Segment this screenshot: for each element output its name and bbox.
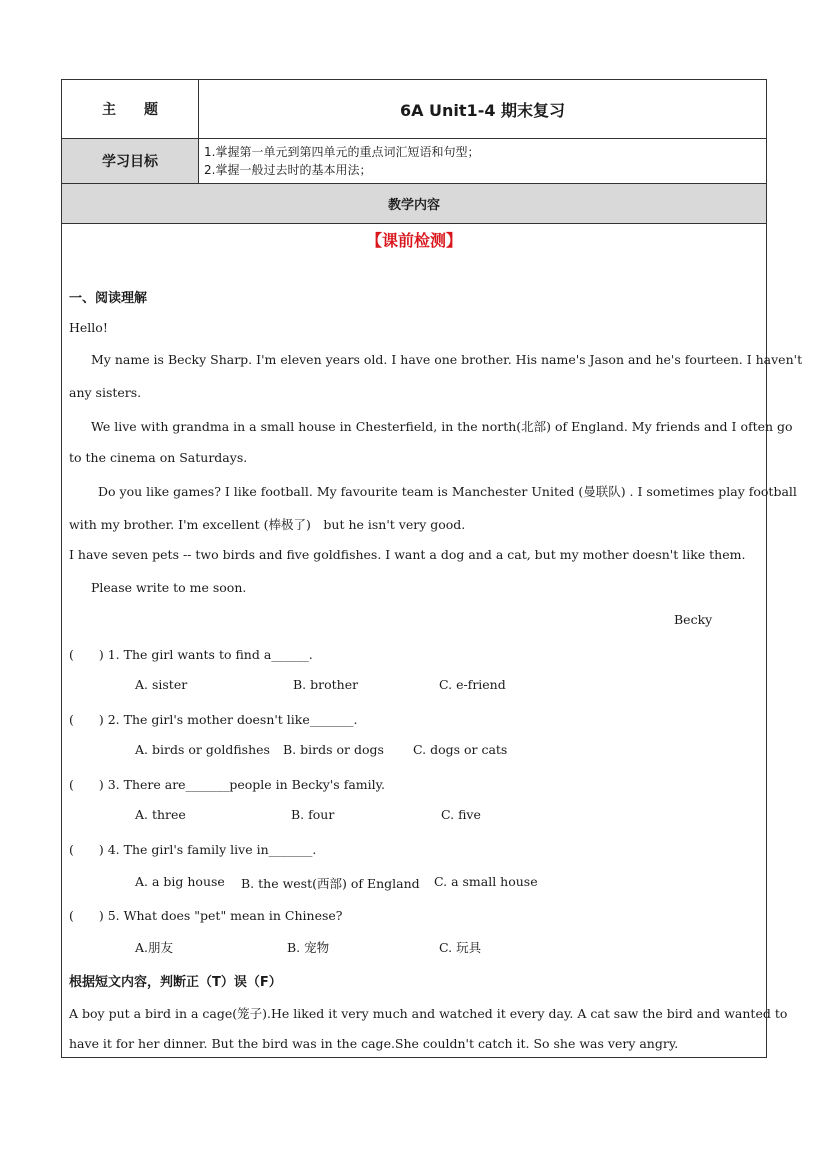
question-option: A. a big house — [135, 874, 225, 889]
topic-label: 主 题 — [62, 80, 199, 138]
passage-line: I have seven pets -- two birds and five goldfishes. I want a dog and a cat, but my mother doesn't like them. — [69, 547, 746, 562]
goals-list — [199, 139, 766, 186]
passage-line: My name is Becky Sharp. I'm eleven years old. I have one brother. His name's Jason and he's fourteen. I haven't — [91, 352, 803, 367]
teaching-row — [62, 184, 766, 224]
question-option: B. brother — [293, 677, 359, 692]
story-line: A boy put a bird in a cage(笼子).He liked it very much and watched it every day. A cat saw the bird and wanted to — [69, 1006, 788, 1021]
lesson-table — [61, 79, 803, 1058]
pretest-heading: 【课前检测】 — [365, 231, 462, 250]
passage-line: to the cinema on Saturdays. — [69, 450, 248, 465]
story-line: have it for her dinner. But the bird was in the cage.She couldn't catch it. So she was very angry. — [69, 1036, 679, 1051]
goals-row — [62, 139, 766, 184]
question-option: B. birds or dogs — [283, 742, 384, 757]
question-option: A. three — [135, 807, 186, 822]
passage-line: with my brother. I'm excellent (棒极了) but he isn't very good. — [69, 517, 466, 532]
question-stem: ( ) 5. What does "pet" mean in Chinese? — [69, 908, 343, 923]
question-option: C. a small house — [434, 874, 538, 889]
passage-line: Do you like games? I like football. My favourite team is Manchester United (曼联队) . I sometimes play football — [98, 484, 797, 499]
question-option: C. dogs or cats — [413, 742, 508, 757]
section-reading-heading: 一、阅读理解 — [69, 291, 148, 306]
question-option: C. 玩具 — [439, 940, 482, 955]
question-option: C. five — [441, 807, 481, 822]
topic-title: 6A Unit1-4 期末复习 — [399, 100, 566, 120]
question-stem: ( ) 1. The girl wants to find a______. — [69, 647, 313, 662]
topic-row — [62, 80, 766, 139]
question-stem: ( ) 3. There are_______people in Becky's family. — [69, 777, 385, 792]
question-stem: ( ) 2. The girl's mother doesn't like_______. — [69, 712, 358, 727]
passage-line: Please write to me soon. — [91, 580, 247, 595]
passage-greeting: Hello! — [69, 320, 108, 335]
passage-line: any sisters. — [69, 385, 142, 400]
goal-item: 2.掌握一般过去时的基本用法； — [204, 163, 372, 177]
content-area — [62, 224, 803, 1057]
question-option: A.朋友 — [135, 940, 174, 955]
question-option: A. birds or goldfishes — [135, 742, 270, 757]
question-stem: ( ) 4. The girl's family live in_______. — [69, 842, 317, 857]
passage-line: We live with grandma in a small house in Chesterfield, in the north(北部) of England. My friends and I often go — [91, 419, 793, 434]
teaching-label: 教学内容 — [387, 198, 440, 213]
goal-item: 1.掌握第一单元到第四单元的重点词汇短语和句型； — [204, 145, 480, 159]
question-option: B. four — [291, 807, 335, 822]
question-option: A. sister — [135, 677, 188, 692]
section-true-false-heading: 根据短文内容，判断正（T）误（F） — [69, 975, 282, 990]
question-option: B. 宠物 — [287, 940, 330, 955]
passage-signature: Becky — [674, 612, 713, 627]
goals-label: 学习目标 — [62, 139, 199, 183]
question-option: C. e-friend — [439, 677, 506, 692]
question-option: B. the west(西部) of England — [241, 876, 420, 891]
